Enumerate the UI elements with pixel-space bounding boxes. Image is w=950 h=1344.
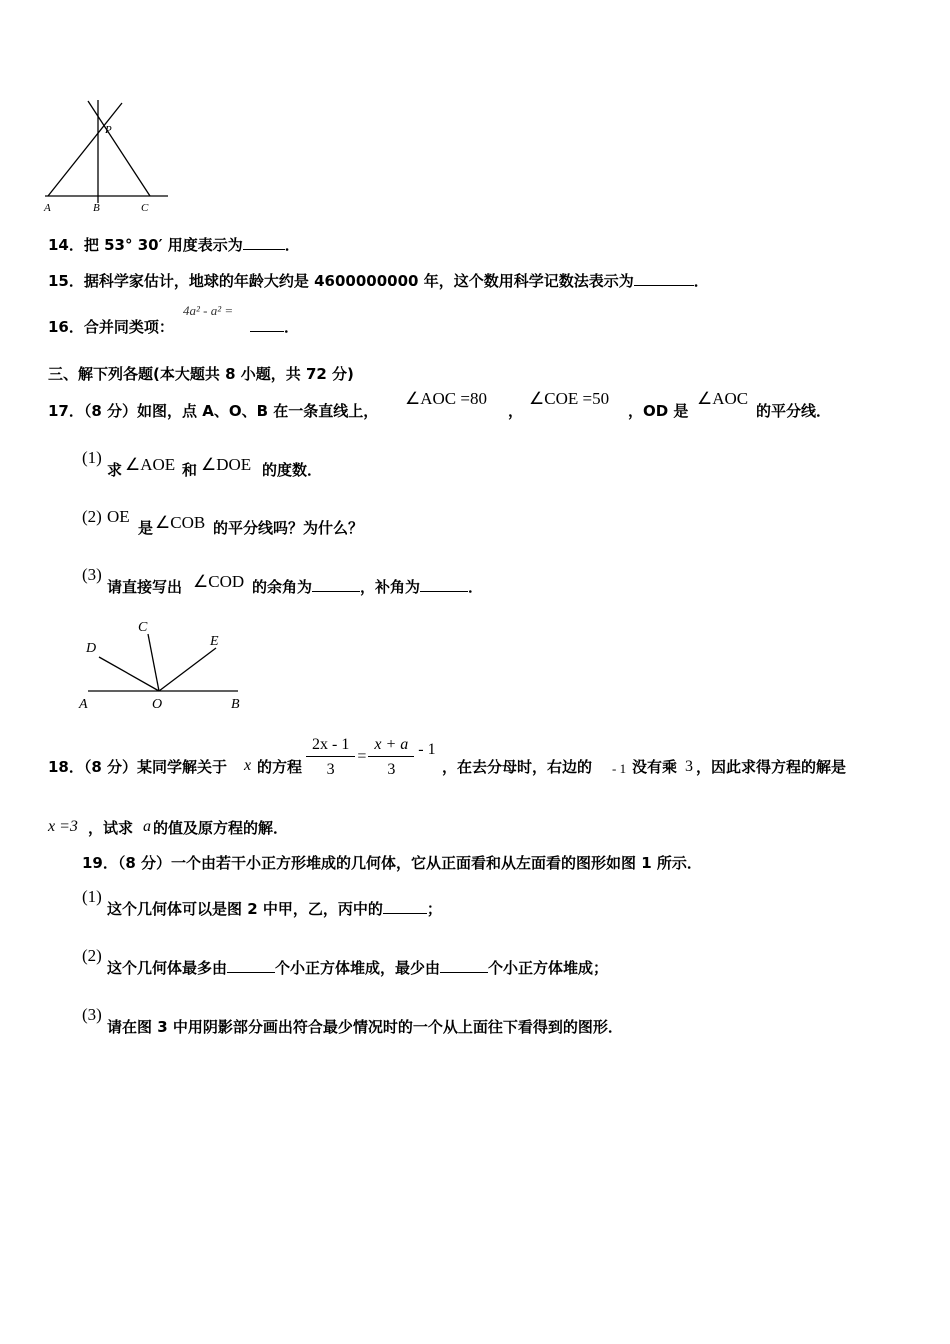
ray-oe: [159, 648, 216, 691]
minus-one: - 1: [418, 741, 436, 758]
number-three: 3: [685, 758, 693, 775]
q19-part2: 这个几何体最多由 个小正方体堆成，最少由 个小正方体堆成；: [107, 959, 609, 977]
equals-sign: =: [357, 748, 367, 765]
q16-expression: 4a² - a² =: [183, 303, 234, 318]
q19-part2-mark: (2): [82, 946, 102, 965]
answer-blank: [227, 958, 275, 973]
label-p: P: [105, 124, 112, 136]
label-a: A: [79, 697, 88, 712]
q18-t4: 没有乘: [632, 758, 678, 776]
q17-part3-rest: 的余角为 ，补角为 ．: [252, 578, 484, 596]
q19-part1: 这个几何体可以是图 2 中甲，乙，丙中的 ；: [107, 900, 442, 918]
answer-blank: [383, 899, 427, 914]
question-16: [48, 317, 174, 337]
question-number: 14．: [48, 236, 84, 254]
q17-sep2: ，OD 是: [628, 402, 689, 420]
answer-blank: [420, 577, 468, 592]
question-18: 18．（8 分）某同学解关于: [48, 758, 228, 776]
q18-t2: 的方程: [257, 758, 303, 776]
var-x: x: [244, 757, 252, 774]
answer-blank: [440, 958, 488, 973]
fraction-left: $\frac{2x - 1}{3}$: [306, 736, 355, 779]
question-17: 17．（8 分）如图，点 A、O、B 在一条直线上，: [48, 402, 379, 420]
question-number: 16．: [48, 318, 84, 336]
answer-blank: [250, 317, 284, 332]
label-c: C: [141, 202, 149, 214]
q19-part3: 请在图 3 中用阴影部分画出符合最少情况时的一个从上面往下看得到的图形．: [107, 1018, 623, 1036]
question-score: （8 分）: [83, 758, 138, 776]
angle-cod: ∠COD: [193, 572, 245, 591]
question-text: 据科学家估计，地球的年龄大约是 4600000000 年，这个数用科学记数法表示为: [83, 272, 634, 290]
label-e: E: [210, 634, 219, 649]
line-cp: [88, 101, 150, 196]
q18-t3: ，在去分母时，右边的: [442, 758, 593, 776]
figure-rays-o: [74, 614, 254, 714]
equation: [306, 732, 436, 782]
label-a: A: [44, 202, 51, 214]
question-15: 15．据科学家估计，地球的年龄大约是 4600000000 年，这个数用科学记数法表示为 ．: [48, 272, 709, 290]
section-3-heading: 三、解下列各题(本大题共 8 小题，共 72 分): [48, 365, 354, 383]
q17-part2-mark: (2): [82, 507, 102, 526]
label-d: D: [86, 641, 97, 656]
q17-part3-mark: (3): [82, 565, 102, 584]
answer-blank: [634, 271, 694, 286]
q17-part1-b: 和: [182, 461, 198, 479]
label-b: B: [231, 697, 240, 712]
q17-end: 的平分线．: [756, 402, 832, 420]
label-b: B: [93, 202, 100, 214]
line-ap: [48, 103, 122, 196]
angle-cob: ∠COB: [155, 513, 206, 532]
q18-t5: ，因此求得方程的解是: [696, 758, 847, 776]
q18-line2-a: ，试求: [88, 819, 134, 837]
question-number: 19．: [82, 854, 118, 872]
fraction-right: $\frac{x + a}{3}$: [368, 736, 414, 779]
ray-oe: OE: [107, 507, 130, 526]
var-a: a: [143, 818, 151, 835]
q17-part3-a: 请直接写出: [107, 578, 183, 596]
ray-oc: [148, 634, 159, 691]
question-number: 18．: [48, 758, 84, 776]
q17-part1-a: 求: [107, 461, 123, 479]
question-text: 合并同类项：: [83, 318, 174, 336]
question-text: 把 53° 30′ 用度表示为: [83, 236, 243, 254]
angle-aoe: ∠AOE: [125, 455, 176, 474]
question-score: （8 分）: [83, 402, 138, 420]
q17-sep1: ，: [508, 402, 524, 420]
q19-part3-mark: (3): [82, 1005, 102, 1024]
q16-blank: ．: [250, 317, 299, 337]
question-number: 15．: [48, 272, 84, 290]
q17-part2-a: 是: [138, 519, 154, 537]
angle-aoc-80: ∠AOC =80: [405, 389, 487, 408]
question-number: 17．: [48, 402, 84, 420]
answer-blank: [243, 235, 285, 250]
ray-od: [99, 657, 159, 691]
angle-coe-50: ∠COE =50: [529, 389, 610, 408]
q19-part1-mark: (1): [82, 887, 102, 906]
q18-line2-b: 的值及原方程的解．: [153, 819, 289, 837]
answer-blank: [312, 577, 360, 592]
question-19: 19．（8 分）一个由若干小正方形堆成的几何体，它从正面看和从左面看的图形如图 1 所示．: [82, 854, 702, 872]
question-14: 14．把 53° 30′ 用度表示为 ．: [48, 236, 300, 254]
q17-part1-c: 的度数．: [262, 461, 323, 479]
label-o: O: [152, 697, 163, 712]
figure-lines-p: [40, 95, 180, 215]
label-c: C: [138, 620, 148, 635]
question-score: （8 分）: [117, 854, 172, 872]
angle-doe: ∠DOE: [201, 455, 252, 474]
q17-part1-mark: (1): [82, 448, 102, 467]
q17-part2-b: 的平分线吗？为什么？: [213, 519, 364, 537]
angle-aoc: ∠AOC: [697, 389, 749, 408]
neg-one: - 1: [612, 761, 627, 776]
solution-x-equals-3: x =3: [48, 818, 78, 835]
